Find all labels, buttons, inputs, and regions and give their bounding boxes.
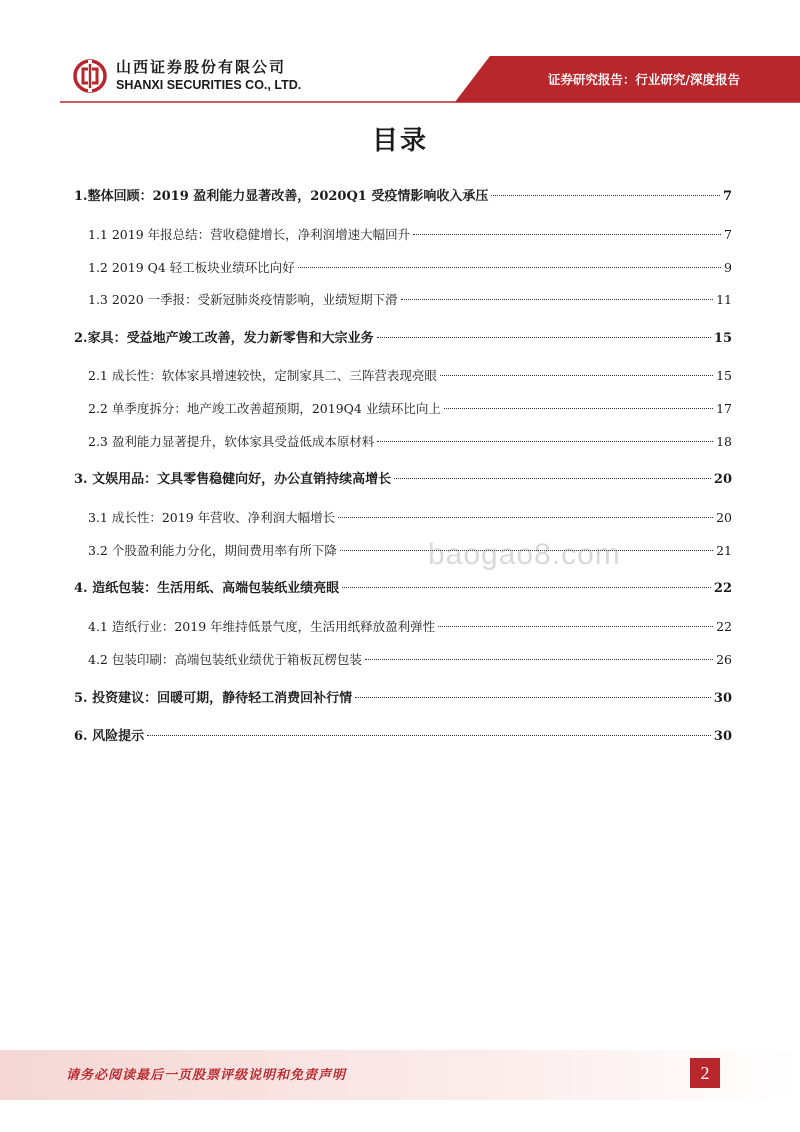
toc-entry[interactable] bbox=[88, 398, 732, 420]
toc-entry[interactable] bbox=[88, 507, 732, 529]
toc-dot-leader bbox=[365, 659, 713, 660]
page-number: 2 bbox=[690, 1058, 720, 1088]
toc-entry-page: 22 bbox=[716, 619, 732, 634]
report-type-tag: 证券研究报告：行业研究/深度报告 bbox=[547, 72, 740, 87]
toc-entry[interactable] bbox=[88, 431, 732, 453]
toc-entry[interactable] bbox=[88, 365, 732, 387]
toc-dot-leader bbox=[394, 478, 711, 479]
toc-entry-page: 18 bbox=[716, 434, 732, 449]
toc-entry[interactable] bbox=[88, 616, 732, 638]
toc-entry-page: 9 bbox=[724, 260, 732, 275]
toc-entry[interactable] bbox=[74, 578, 732, 600]
toc-entry[interactable] bbox=[74, 469, 732, 491]
toc-dot-leader bbox=[401, 299, 713, 300]
toc-entry-page: 20 bbox=[713, 472, 732, 487]
toc-entry-title: 1.整体回顾：2019 盈利能力显著改善，2020Q1 受疫情影响收入承压 bbox=[74, 189, 489, 204]
company-name bbox=[116, 58, 301, 93]
toc-dot-leader bbox=[377, 337, 711, 338]
toc-entry[interactable] bbox=[74, 186, 732, 208]
toc-entry-title: 2.3 盈利能力显著提升，软体家具受益低成本原材料 bbox=[88, 434, 375, 449]
shanxi-securities-logo-icon bbox=[72, 58, 108, 94]
toc-entry-page: 30 bbox=[713, 691, 732, 706]
toc-dot-leader bbox=[342, 587, 711, 588]
toc-entry-page: 20 bbox=[716, 510, 732, 525]
page-title: 目录 bbox=[371, 126, 428, 156]
toc-entry-page: 15 bbox=[713, 331, 732, 346]
page-header bbox=[0, 0, 800, 110]
header-band bbox=[0, 0, 800, 110]
toc-entry[interactable] bbox=[88, 289, 732, 311]
toc-entry-page: 22 bbox=[713, 581, 732, 596]
toc-entry-title: 2.1 成长性：软体家具增速较快，定制家具二、三阵营表现亮眼 bbox=[88, 368, 437, 383]
toc-entry-title: 2.2 单季度拆分：地产竣工改善超预期，2019Q4 业绩环比向上 bbox=[88, 401, 441, 416]
toc-entry[interactable] bbox=[74, 328, 732, 350]
toc-entry[interactable] bbox=[88, 257, 732, 279]
toc-dot-leader bbox=[147, 735, 711, 736]
toc-dot-leader bbox=[338, 517, 713, 518]
company-name-cn: 山西证券股份有限公司 bbox=[116, 58, 287, 76]
toc-dot-leader bbox=[355, 697, 711, 698]
toc-entry-page: 11 bbox=[716, 292, 732, 307]
toc-entry-title: 4.2 包装印刷：高端包装纸业绩优于箱板瓦楞包装 bbox=[88, 652, 362, 667]
toc-dot-leader bbox=[377, 441, 713, 442]
toc-entry-page: 7 bbox=[724, 227, 732, 242]
toc-entry[interactable] bbox=[88, 649, 732, 671]
toc-entry-title: 4. 造纸包装：生活用纸、高端包装纸业绩亮眼 bbox=[74, 581, 340, 596]
toc-entry-title: 3. 文娱用品：文具零售稳健向好，办公直销持续高增长 bbox=[74, 472, 392, 487]
toc-dot-leader bbox=[298, 267, 721, 268]
toc-entry-title: 5. 投资建议：回暖可期，静待轻工消费回补行情 bbox=[74, 691, 353, 706]
toc-dot-leader bbox=[438, 626, 713, 627]
toc-dot-leader bbox=[413, 234, 721, 235]
toc-dot-leader bbox=[440, 375, 713, 376]
watermark: baogao8.com bbox=[428, 538, 621, 571]
toc-entry-title: 6. 风险提示 bbox=[74, 729, 145, 744]
toc-entry-page: 30 bbox=[713, 729, 732, 744]
toc-entry[interactable] bbox=[74, 726, 732, 748]
toc-entry-title: 3.1 成长性：2019 年营收、净利润大幅增长 bbox=[88, 510, 336, 525]
toc-entry-title: 1.2 2019 Q4 轻工板块业绩环比向好 bbox=[88, 260, 295, 275]
toc-entry[interactable] bbox=[88, 224, 732, 246]
toc-entry-page: 26 bbox=[716, 652, 732, 667]
footer-disclaimer: 请务必阅读最后一页股票评级说明和免责声明 bbox=[66, 1068, 347, 1083]
toc-dot-leader bbox=[444, 408, 713, 409]
toc-entry-title: 1.3 2020 一季报：受新冠肺炎疫情影响，业绩短期下滑 bbox=[88, 292, 398, 307]
company-name-en: SHANXI SECURITIES CO., LTD. bbox=[116, 78, 302, 92]
toc-entry-page: 17 bbox=[716, 401, 732, 416]
toc-entry-title: 2.家具：受益地产竣工改善，发力新零售和大宗业务 bbox=[74, 331, 374, 346]
toc-entry[interactable] bbox=[74, 688, 732, 710]
toc-dot-leader bbox=[491, 195, 720, 196]
toc-entry-title: 1.1 2019 年报总结：营收稳健增长，净利润增速大幅回升 bbox=[88, 227, 411, 242]
toc-entry-title: 4.1 造纸行业：2019 年维持低景气度，生活用纸释放盈利弹性 bbox=[88, 619, 436, 634]
toc-entry[interactable] bbox=[88, 540, 732, 562]
toc-entry-page: 15 bbox=[716, 368, 732, 383]
toc-entry-page: 21 bbox=[716, 543, 732, 558]
toc-entry-page: 7 bbox=[722, 189, 732, 204]
toc-entry-title: 3.2 个股盈利能力分化，期间费用率有所下降 bbox=[88, 543, 337, 558]
